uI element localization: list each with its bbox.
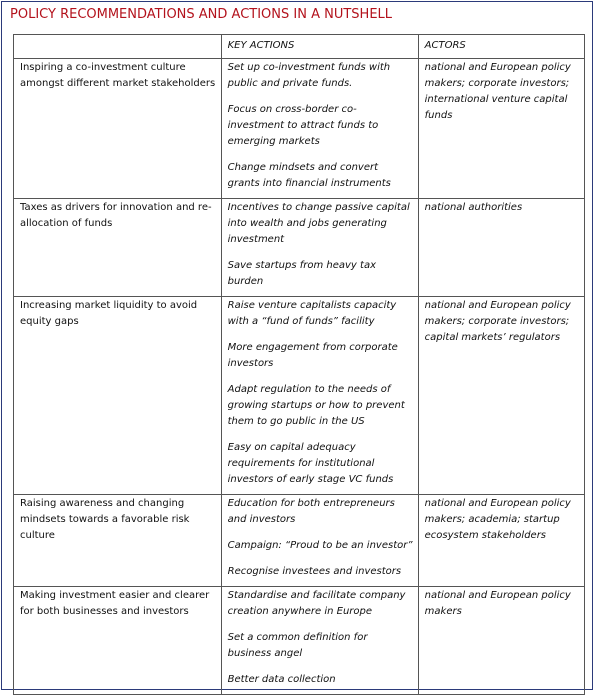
action-item: Save startups from heavy tax burden: [227, 260, 376, 287]
actors-cell: national authorities: [418, 199, 584, 297]
recommendation-cell: Raising awareness and changing mindsets towards a favorable risk culture: [14, 495, 222, 587]
recommendation-cell: Taxes as drivers for innovation and re-allocation of funds: [14, 199, 222, 297]
key-actions-cell: [221, 297, 418, 495]
action-item: Campaign: “Proud to be an investor”: [227, 540, 413, 551]
action-item: Adapt regulation to the needs of growing startups or how to prevent them to go public in the US: [227, 384, 405, 427]
recommendation-cell: Inspiring a co-investment culture amongst different market stakeholders: [14, 59, 222, 199]
recommendation-cell: Making investment easier and clearer for both businesses and investors: [14, 587, 222, 695]
actors-cell: national and European policy makers: [418, 587, 584, 695]
action-item: Focus on cross-border co-investment to attract funds to emerging markets: [227, 104, 379, 147]
action-item: More engagement from corporate investors: [227, 342, 398, 369]
action-item: Set a common definition for business angel: [227, 632, 368, 659]
table-row: [14, 587, 585, 695]
actors-cell: national and European policy makers; corporate investors; international venture capital funds: [418, 59, 584, 199]
key-actions-cell: [221, 199, 418, 297]
actors-cell: national and European policy makers; academia; startup ecosystem stakeholders: [418, 495, 584, 587]
action-item: Set up co-investment funds with public and private funds.: [227, 62, 391, 89]
page-title: POLICY RECOMMENDATIONS AND ACTIONS IN A NUTSHELL: [10, 7, 393, 22]
action-item: Raise venture capitalists capacity with a “fund of funds” facility: [227, 300, 397, 327]
action-item: Easy on capital adequacy requirements for institutional investors of early stage VC funds: [227, 442, 394, 485]
table-row: [14, 199, 585, 297]
policy-table: [13, 34, 585, 695]
action-item: Change mindsets and convert grants into financial instruments: [227, 162, 391, 189]
recommendation-cell: Increasing market liquidity to avoid equity gaps: [14, 297, 222, 495]
action-item: Education for both entrepreneurs and investors: [227, 498, 395, 525]
action-item: Recognise investees and investors: [227, 566, 402, 577]
action-item: Incentives to change passive capital into wealth and jobs generating investment: [227, 202, 410, 245]
table-header-row: [14, 35, 585, 59]
table-row: [14, 297, 585, 495]
key-actions-cell: [221, 495, 418, 587]
action-item: Standardise and facilitate company creation anywhere in Europe: [227, 590, 406, 617]
header-recommendation: [14, 35, 222, 59]
header-actors: ACTORS: [418, 35, 584, 59]
key-actions-cell: [221, 587, 418, 695]
table-row: [14, 59, 585, 199]
action-item: Better data collection: [227, 674, 336, 685]
key-actions-cell: [221, 59, 418, 199]
header-key-actions: KEY ACTIONS: [221, 35, 418, 59]
table-row: [14, 495, 585, 587]
actors-cell: national and European policy makers; corporate investors; capital markets’ regulators: [418, 297, 584, 495]
